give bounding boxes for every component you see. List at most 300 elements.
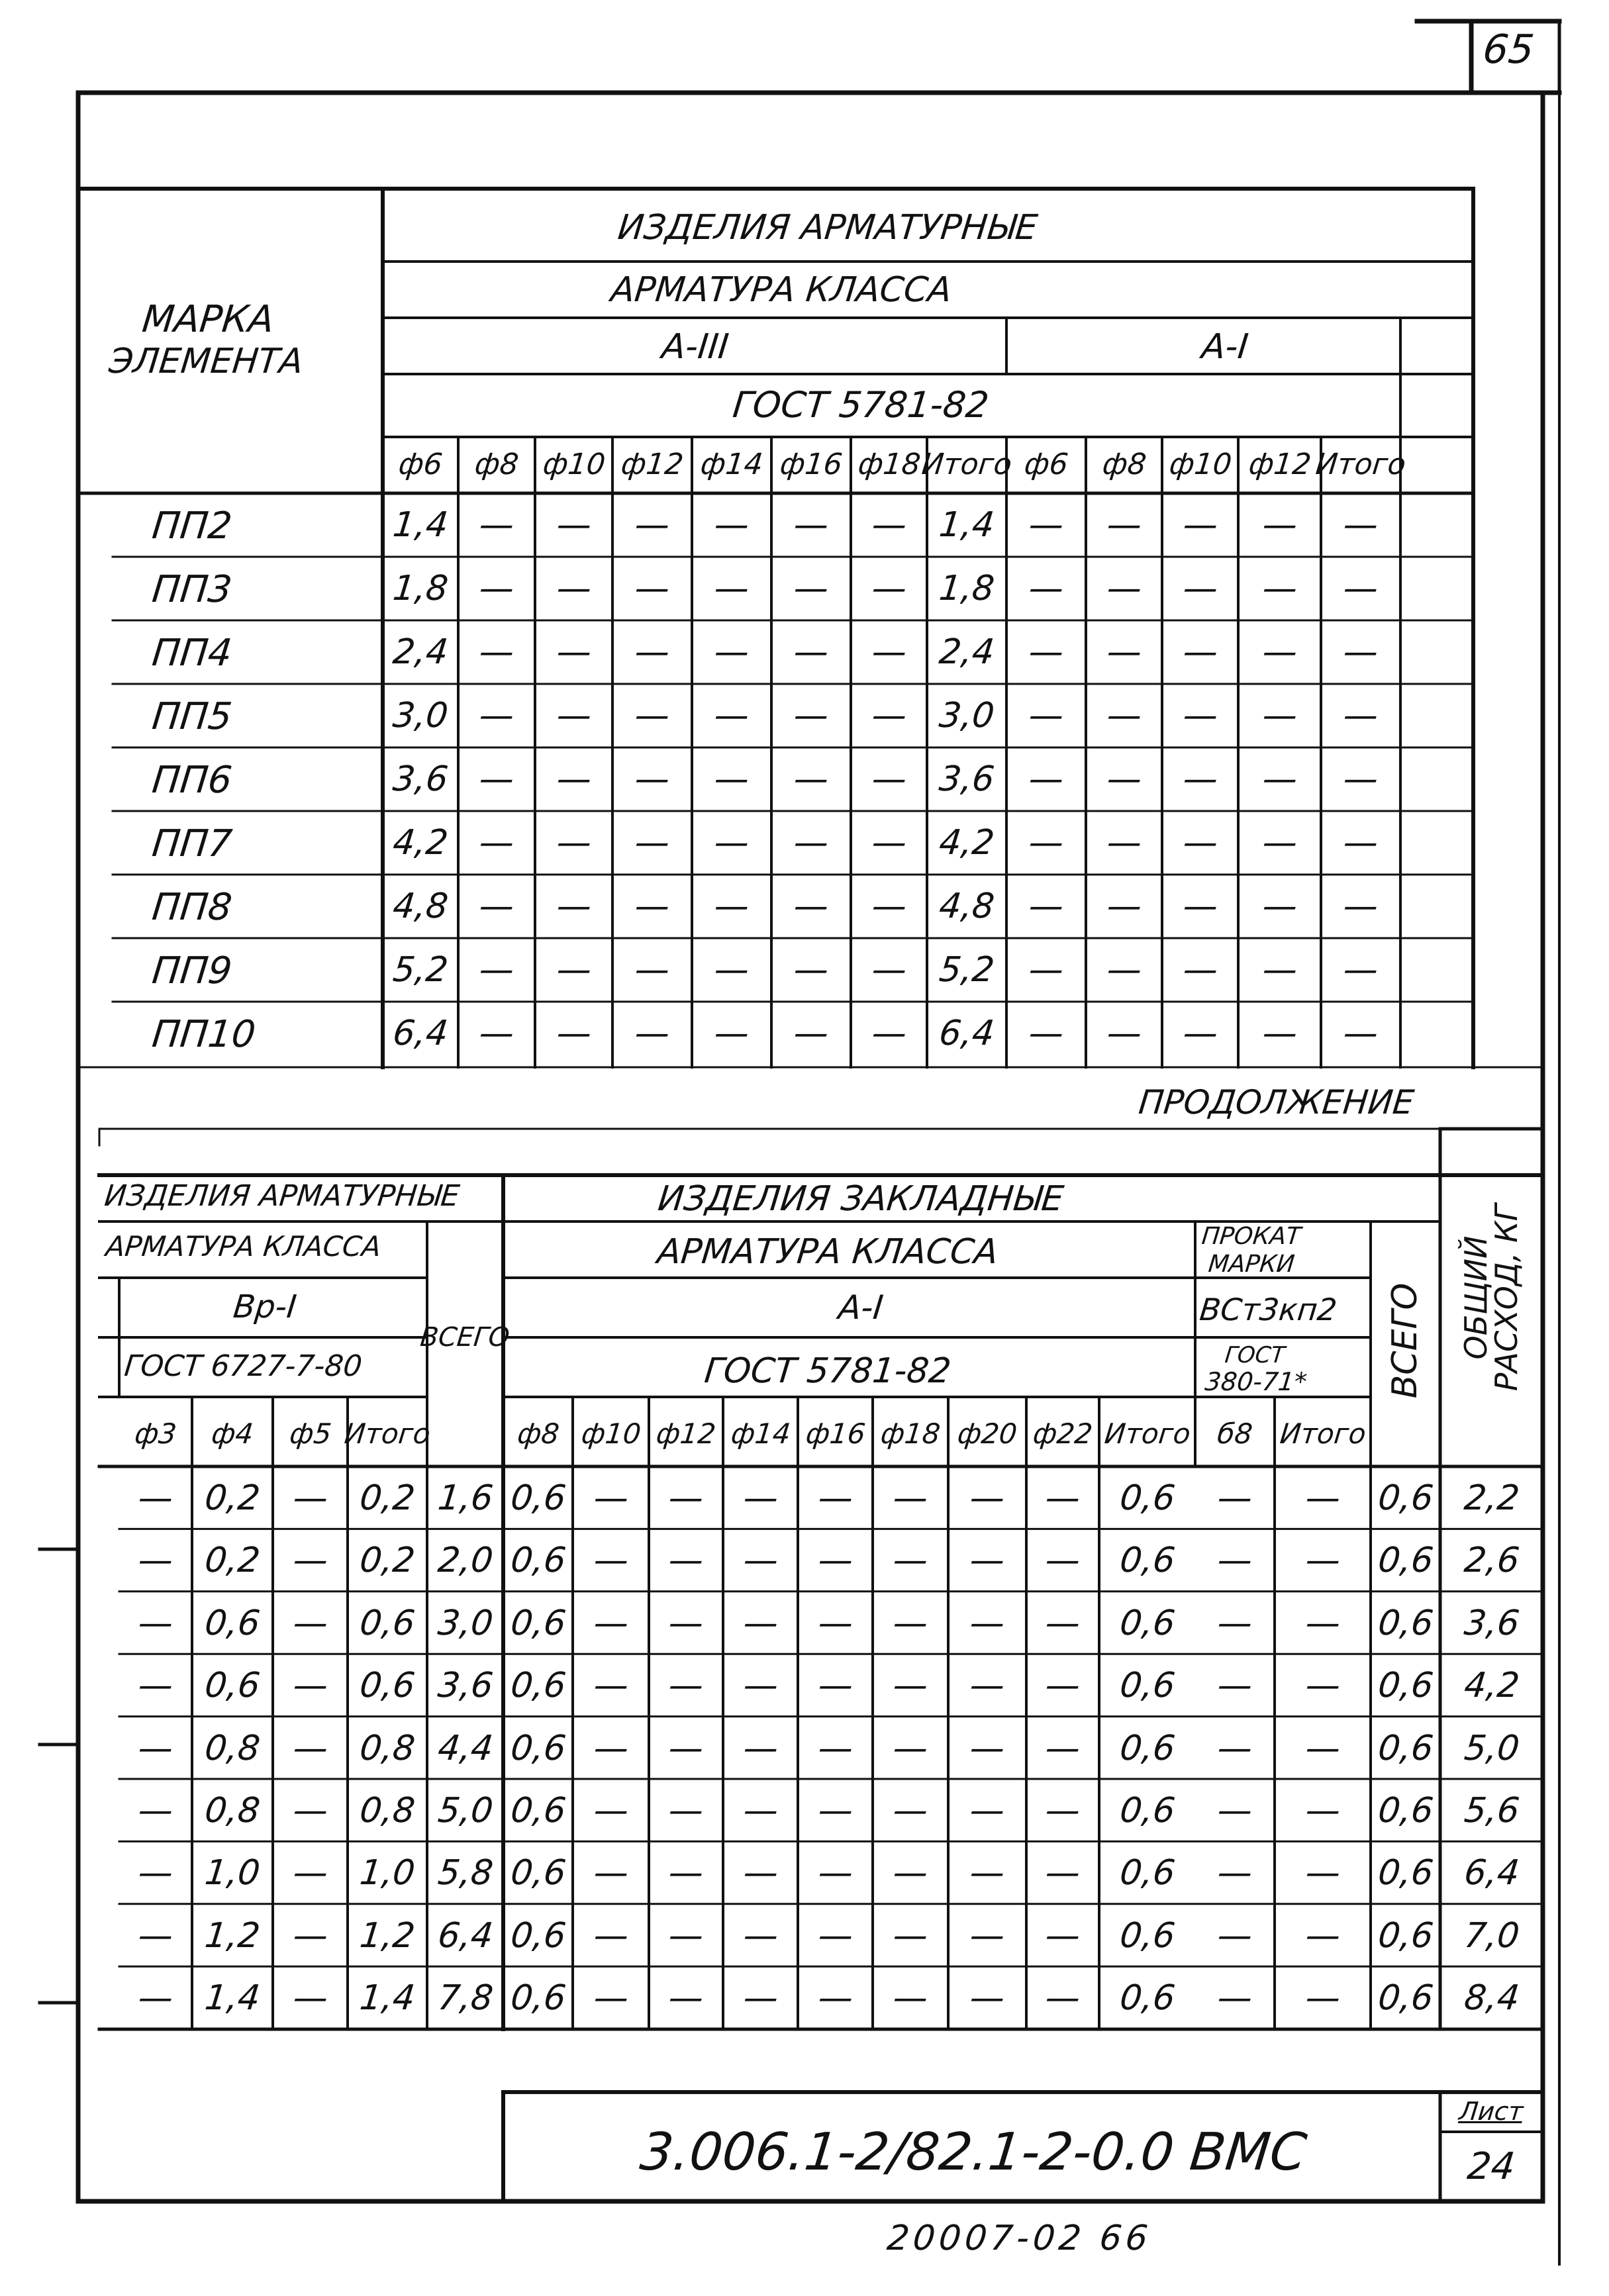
- upper-cell: —: [1104, 569, 1144, 608]
- upper-cell: —: [791, 569, 831, 608]
- lower-cell: —: [591, 1603, 630, 1643]
- lower-cell: —: [1043, 1603, 1083, 1643]
- lower-cell: —: [1043, 1478, 1083, 1518]
- lower-cell: —: [816, 1791, 855, 1831]
- lower-cell: 4,4: [435, 1728, 495, 1768]
- lower-col-header: ф8: [515, 1417, 561, 1450]
- lower-cell: —: [1215, 1478, 1255, 1518]
- lower-cell: 8,4: [1461, 1978, 1522, 2019]
- upper-cell: —: [1181, 823, 1220, 863]
- lower-cell: —: [1215, 1603, 1255, 1643]
- upper-cell: 4,2: [391, 823, 450, 863]
- upper-cell: 4,8: [391, 886, 450, 926]
- element-mark: ПП5: [150, 695, 234, 738]
- upper-cell: —: [1260, 886, 1299, 926]
- lower-cell: —: [291, 1478, 330, 1518]
- upper-cell: 6,4: [391, 1014, 450, 1053]
- lower-cell: —: [1043, 1541, 1083, 1581]
- lower-cell: —: [291, 1791, 330, 1831]
- lower-cell: 0,2: [203, 1541, 262, 1581]
- upper-col-header: ф18: [856, 448, 922, 481]
- lower-col-header: б8: [1216, 1417, 1254, 1450]
- upper-cell: —: [1341, 505, 1381, 545]
- lower-cell: —: [741, 1541, 780, 1581]
- embedded-products-header: ИЗДЕЛИЯ ЗАКЛАДНЫЕ: [656, 1179, 1066, 1219]
- embedded-armatura-class: АРМАТУРА КЛАССА: [655, 1232, 1000, 1272]
- upper-cell: —: [1181, 759, 1220, 799]
- lower-cell: 4,2: [1461, 1666, 1522, 1706]
- lower-cell: 0,2: [203, 1478, 262, 1518]
- upper-cell: —: [554, 823, 593, 863]
- gost-a1-lower: ГОСТ 5781-82: [702, 1351, 953, 1391]
- lower-cell: 0,6: [1375, 1853, 1436, 1893]
- lower-cell: 0,6: [508, 1541, 568, 1581]
- armatura-class-header: АРМАТУРА КЛАССА: [609, 270, 954, 310]
- lower-cell: —: [891, 1603, 930, 1643]
- upper-cell: —: [869, 950, 908, 990]
- upper-cell: —: [791, 1014, 831, 1053]
- upper-cell: —: [1260, 696, 1299, 736]
- prokat-line2: МАРКИ: [1206, 1251, 1296, 1278]
- lower-cell: —: [591, 1915, 630, 1956]
- lower-cell: —: [741, 1791, 780, 1831]
- lower-cell: —: [666, 1791, 706, 1831]
- lower-cell: —: [891, 1978, 930, 2019]
- lower-cell: 0,6: [1375, 1915, 1436, 1956]
- upper-col-header: ф16: [778, 448, 844, 481]
- marka-header-line2: ЭЛЕМЕНТА: [107, 342, 305, 381]
- upper-cell: —: [791, 696, 831, 736]
- lower-cell: 5,0: [1461, 1728, 1522, 1768]
- lower-cell: —: [1303, 1666, 1342, 1706]
- lower-cell: —: [891, 1791, 930, 1831]
- lower-col-header: ф12: [654, 1417, 718, 1450]
- upper-cell: —: [1341, 569, 1381, 608]
- upper-cell: —: [712, 886, 752, 926]
- upper-cell: —: [712, 632, 752, 672]
- lower-cell: —: [291, 1603, 330, 1643]
- lower-cell: —: [816, 1853, 855, 1893]
- lower-cell: 1,2: [358, 1915, 417, 1956]
- element-mark: ПП3: [150, 568, 234, 611]
- upper-cell: —: [1026, 950, 1066, 990]
- lower-cell: 3,0: [435, 1603, 495, 1643]
- lower-cell: —: [136, 1853, 175, 1893]
- lower-cell: —: [1215, 1541, 1255, 1581]
- upper-cell: 6,4: [937, 1014, 997, 1053]
- lower-cell: —: [1043, 1978, 1083, 2019]
- lower-cell: —: [891, 1728, 930, 1768]
- document-code: 3.006.1-2/82.1-2-0.0 ВМС: [637, 2123, 1310, 2182]
- lower-cell: 0,6: [508, 1603, 568, 1643]
- lower-cell: 0,8: [358, 1791, 417, 1831]
- lower-cell: —: [591, 1853, 630, 1893]
- gost-steel-line2: 380-71*: [1203, 1367, 1308, 1396]
- lower-cell: 0,6: [1117, 1666, 1177, 1706]
- lower-cell: 0,6: [1117, 1603, 1177, 1643]
- upper-cell: —: [1104, 505, 1144, 545]
- upper-cell: —: [1341, 823, 1381, 863]
- class-a1: А-I: [1200, 327, 1250, 367]
- upper-col-header: ф10: [1167, 448, 1234, 481]
- upper-cell: —: [712, 950, 752, 990]
- upper-cell: —: [1026, 886, 1066, 926]
- prokat-line1: ПРОКАТ: [1200, 1223, 1302, 1250]
- lower-cell: —: [666, 1603, 706, 1643]
- upper-cell: —: [712, 505, 752, 545]
- upper-col-header: Итого: [1314, 448, 1408, 481]
- upper-cell: —: [477, 569, 516, 608]
- lower-col-header: Итого: [1278, 1417, 1367, 1450]
- lower-cell: —: [1215, 1915, 1255, 1956]
- lower-cell: —: [741, 1666, 780, 1706]
- upper-cell: —: [477, 886, 516, 926]
- upper-cell: —: [1341, 950, 1381, 990]
- upper-cell: 5,2: [391, 950, 450, 990]
- footer-number: 20007-02 66: [885, 2219, 1154, 2258]
- lower-cell: 0,6: [203, 1666, 262, 1706]
- upper-cell: 1,4: [937, 505, 997, 545]
- lower-cell: —: [1043, 1853, 1083, 1893]
- upper-cell: —: [869, 632, 908, 672]
- lower-cell: —: [816, 1728, 855, 1768]
- lower-cell: 0,6: [1375, 1541, 1436, 1581]
- upper-cell: —: [477, 696, 516, 736]
- upper-cell: —: [632, 886, 672, 926]
- lower-col-header: ф4: [210, 1417, 255, 1450]
- upper-cell: —: [1260, 1014, 1299, 1053]
- upper-cell: —: [1104, 886, 1144, 926]
- lower-cell: 5,0: [435, 1791, 495, 1831]
- lower-armatura-class: АРМАТУРА КЛАССА: [104, 1230, 383, 1263]
- upper-cell: —: [477, 1014, 516, 1053]
- upper-col-header: ф14: [699, 448, 765, 481]
- upper-cell: —: [869, 569, 908, 608]
- lower-cell: —: [891, 1666, 930, 1706]
- upper-cell: 4,8: [937, 886, 997, 926]
- lower-cell: 0,6: [508, 1915, 568, 1956]
- lower-cell: 1,2: [203, 1915, 262, 1956]
- element-mark: ПП9: [150, 949, 234, 992]
- lower-cell: —: [967, 1603, 1007, 1643]
- upper-cell: 3,0: [391, 696, 450, 736]
- upper-col-header: ф12: [1247, 448, 1313, 481]
- lower-cell: —: [136, 1728, 175, 1768]
- lower-cell: 0,6: [203, 1603, 262, 1643]
- upper-cell: —: [1181, 696, 1220, 736]
- upper-cell: —: [791, 886, 831, 926]
- lower-cell: 0,6: [508, 1728, 568, 1768]
- lower-cell: —: [816, 1478, 855, 1518]
- class-a3: А-III: [659, 327, 731, 367]
- lower-cell: —: [666, 1915, 706, 1956]
- lower-cell: 0,6: [1117, 1853, 1177, 1893]
- lower-cell: —: [1303, 1978, 1342, 2019]
- upper-cell: 3,6: [391, 759, 450, 799]
- upper-col-header: ф8: [473, 448, 520, 481]
- lower-cell: 0,6: [1117, 1978, 1177, 2019]
- upper-cell: —: [1181, 1014, 1220, 1053]
- lower-cell: 5,6: [1461, 1791, 1522, 1831]
- lower-cell: —: [666, 1853, 706, 1893]
- upper-cell: —: [791, 759, 831, 799]
- upper-cell: —: [1181, 632, 1220, 672]
- total-consumption-header: ОБЩИЙ РАСХОД, КГ: [1458, 1204, 1524, 1392]
- lower-cell: 0,2: [358, 1478, 417, 1518]
- lower-cell: —: [291, 1978, 330, 2019]
- armatura-products-header: ИЗДЕЛИЯ АРМАТУРНЫЕ: [103, 1179, 462, 1213]
- element-mark: ПП4: [150, 632, 234, 675]
- lower-cell: 1,4: [203, 1978, 262, 2019]
- lower-cell: —: [291, 1666, 330, 1706]
- upper-cell: —: [632, 632, 672, 672]
- page-number: 65: [1481, 26, 1537, 73]
- lower-cell: 0,6: [1375, 1478, 1436, 1518]
- element-mark: ПП10: [150, 1013, 258, 1056]
- lower-cell: 0,8: [203, 1791, 262, 1831]
- lower-cell: 0,6: [1117, 1478, 1177, 1518]
- lower-cell: —: [967, 1666, 1007, 1706]
- upper-cell: —: [791, 950, 831, 990]
- lower-cell: —: [1303, 1853, 1342, 1893]
- upper-cell: —: [1104, 632, 1144, 672]
- lower-col-header: ф20: [955, 1417, 1019, 1450]
- lower-cell: —: [666, 1978, 706, 2019]
- lower-cell: —: [816, 1978, 855, 2019]
- upper-cell: —: [1026, 632, 1066, 672]
- upper-cell: —: [477, 505, 516, 545]
- upper-cell: —: [1260, 632, 1299, 672]
- lower-col-header: ф22: [1031, 1417, 1095, 1450]
- products-header: ИЗДЕЛИЯ АРМАТУРНЫЕ: [616, 208, 1040, 248]
- lower-col-header: ф3: [133, 1417, 178, 1450]
- lower-cell: —: [136, 1603, 175, 1643]
- upper-cell: —: [1260, 505, 1299, 545]
- upper-cell: —: [1104, 759, 1144, 799]
- lower-cell: —: [891, 1853, 930, 1893]
- lower-cell: —: [967, 1728, 1007, 1768]
- element-mark: ПП7: [150, 822, 234, 865]
- lower-cell: 3,6: [435, 1666, 495, 1706]
- upper-cell: —: [477, 823, 516, 863]
- lower-cell: —: [136, 1791, 175, 1831]
- lower-cell: —: [816, 1603, 855, 1643]
- upper-cell: —: [1260, 569, 1299, 608]
- lower-cell: —: [741, 1915, 780, 1956]
- lower-col-header: Итого: [1102, 1417, 1192, 1450]
- upper-cell: —: [554, 696, 593, 736]
- upper-col-header: ф6: [1022, 448, 1070, 481]
- lower-cell: 0,8: [358, 1728, 417, 1768]
- lower-cell: 2,0: [435, 1541, 495, 1581]
- lower-cell: 0,6: [358, 1666, 417, 1706]
- lower-cell: —: [666, 1728, 706, 1768]
- lower-cell: —: [136, 1478, 175, 1518]
- upper-cell: 3,0: [937, 696, 997, 736]
- gost-steel-line1: ГОСТ: [1223, 1342, 1287, 1368]
- upper-cell: —: [1104, 696, 1144, 736]
- lower-cell: 0,6: [358, 1603, 417, 1643]
- lower-col-header: ф14: [729, 1417, 792, 1450]
- upper-cell: —: [1104, 950, 1144, 990]
- upper-cell: 1,8: [391, 569, 450, 608]
- lower-cell: —: [666, 1666, 706, 1706]
- upper-cell: —: [1026, 759, 1066, 799]
- upper-cell: —: [1260, 759, 1299, 799]
- lower-cell: 0,6: [1375, 1666, 1436, 1706]
- lower-cell: 7,0: [1461, 1915, 1522, 1956]
- upper-cell: 1,4: [391, 505, 450, 545]
- upper-cell: —: [1260, 823, 1299, 863]
- lower-cell: —: [1043, 1791, 1083, 1831]
- upper-cell: —: [869, 505, 908, 545]
- upper-cell: —: [869, 696, 908, 736]
- lower-cell: —: [1043, 1728, 1083, 1768]
- upper-cell: 3,6: [937, 759, 997, 799]
- lower-cell: —: [666, 1541, 706, 1581]
- upper-cell: —: [1181, 569, 1220, 608]
- lower-cell: 7,8: [435, 1978, 495, 2019]
- lower-cell: —: [591, 1666, 630, 1706]
- upper-cell: 4,2: [937, 823, 997, 863]
- lower-cell: —: [1303, 1603, 1342, 1643]
- upper-cell: 2,4: [937, 632, 997, 672]
- lower-cell: —: [591, 1478, 630, 1518]
- lower-col-header: ф5: [287, 1417, 333, 1450]
- lower-cell: —: [891, 1541, 930, 1581]
- lower-cell: —: [591, 1728, 630, 1768]
- lower-cell: —: [291, 1541, 330, 1581]
- upper-cell: —: [869, 823, 908, 863]
- upper-cell: —: [632, 505, 672, 545]
- element-mark: ПП2: [150, 504, 234, 548]
- upper-cell: —: [554, 505, 593, 545]
- lower-cell: 0,6: [1117, 1791, 1177, 1831]
- lower-cell: —: [741, 1603, 780, 1643]
- lower-cell: —: [741, 1728, 780, 1768]
- upper-cell: —: [1341, 696, 1381, 736]
- lower-cell: 1,0: [203, 1853, 262, 1893]
- lower-cell: —: [291, 1728, 330, 1768]
- upper-col-header: Итого: [920, 448, 1014, 481]
- lower-cell: —: [967, 1478, 1007, 1518]
- upper-cell: —: [1181, 950, 1220, 990]
- upper-cell: —: [554, 632, 593, 672]
- lower-col-header: ф10: [579, 1417, 642, 1450]
- lower-cell: 3,6: [1461, 1603, 1522, 1643]
- upper-cell: —: [712, 759, 752, 799]
- upper-cell: —: [477, 759, 516, 799]
- lower-cell: 0,6: [508, 1853, 568, 1893]
- lower-cell: —: [891, 1915, 930, 1956]
- upper-cell: —: [1026, 505, 1066, 545]
- lower-cell: —: [967, 1791, 1007, 1831]
- upper-cell: —: [632, 823, 672, 863]
- lower-cell: —: [666, 1478, 706, 1518]
- upper-cell: 2,4: [391, 632, 450, 672]
- lower-cell: —: [967, 1541, 1007, 1581]
- lower-col-header: ф18: [879, 1417, 942, 1450]
- upper-cell: —: [632, 759, 672, 799]
- lower-cell: —: [136, 1666, 175, 1706]
- lower-cell: —: [816, 1915, 855, 1956]
- upper-cell: —: [632, 569, 672, 608]
- lower-cell: —: [967, 1915, 1007, 1956]
- lower-cell: 1,6: [435, 1478, 495, 1518]
- lower-cell: —: [741, 1478, 780, 1518]
- lower-cell: —: [1303, 1728, 1342, 1768]
- lower-cell: 0,6: [508, 1978, 568, 2019]
- lower-cell: 0,6: [1375, 1603, 1436, 1643]
- upper-cell: —: [1341, 759, 1381, 799]
- element-mark: ПП8: [150, 886, 234, 929]
- upper-cell: —: [712, 823, 752, 863]
- upper-cell: —: [1104, 1014, 1144, 1053]
- sheet-number: 24: [1465, 2145, 1518, 2188]
- upper-cell: —: [477, 950, 516, 990]
- lower-cell: —: [591, 1541, 630, 1581]
- upper-cell: —: [869, 759, 908, 799]
- lower-cell: 0,8: [203, 1728, 262, 1768]
- upper-cell: —: [1026, 569, 1066, 608]
- upper-cell: —: [869, 1014, 908, 1053]
- lower-cell: 6,4: [1461, 1853, 1522, 1893]
- upper-cell: —: [632, 1014, 672, 1053]
- upper-col-header: ф12: [619, 448, 685, 481]
- lower-cell: 0,6: [1117, 1915, 1177, 1956]
- upper-cell: —: [1181, 505, 1220, 545]
- lower-cell: 0,6: [508, 1791, 568, 1831]
- upper-cell: —: [554, 759, 593, 799]
- upper-cell: —: [1341, 1014, 1381, 1053]
- upper-col-header: ф6: [397, 448, 444, 481]
- lower-cell: —: [1043, 1666, 1083, 1706]
- upper-cell: —: [712, 696, 752, 736]
- lower-cell: —: [136, 1915, 175, 1956]
- vsego-arm-header: ВСЕГО: [418, 1322, 511, 1353]
- lower-cell: —: [1215, 1791, 1255, 1831]
- upper-cell: —: [869, 886, 908, 926]
- upper-cell: —: [791, 823, 831, 863]
- lower-cell: 2,2: [1461, 1478, 1522, 1518]
- lower-cell: —: [741, 1978, 780, 2019]
- lower-cell: —: [1043, 1915, 1083, 1956]
- class-a1-lower: А-I: [836, 1288, 885, 1327]
- element-mark: ПП6: [150, 759, 234, 802]
- upper-cell: —: [1341, 886, 1381, 926]
- lower-col-header: ф16: [804, 1417, 867, 1450]
- lower-cell: —: [1215, 1978, 1255, 2019]
- upper-cell: —: [477, 632, 516, 672]
- upper-cell: —: [554, 1014, 593, 1053]
- lower-cell: —: [891, 1478, 930, 1518]
- lower-cell: 0,6: [508, 1666, 568, 1706]
- lower-cell: 0,6: [1375, 1978, 1436, 2019]
- upper-cell: —: [632, 696, 672, 736]
- marka-header-line1: МАРКА: [140, 298, 276, 341]
- lower-cell: —: [136, 1541, 175, 1581]
- steel-grade: ВСт3кп2: [1198, 1292, 1339, 1327]
- vsego-total-header: ВСЕГО: [1385, 1282, 1425, 1399]
- lower-cell: —: [1303, 1541, 1342, 1581]
- upper-cell: 5,2: [937, 950, 997, 990]
- lower-cell: —: [967, 1853, 1007, 1893]
- lower-cell: —: [967, 1978, 1007, 2019]
- upper-cell: —: [554, 950, 593, 990]
- lower-cell: 0,6: [1375, 1728, 1436, 1768]
- continuation-label: ПРОДОЛЖЕНИЕ: [1136, 1083, 1416, 1122]
- upper-col-header: ф8: [1100, 448, 1148, 481]
